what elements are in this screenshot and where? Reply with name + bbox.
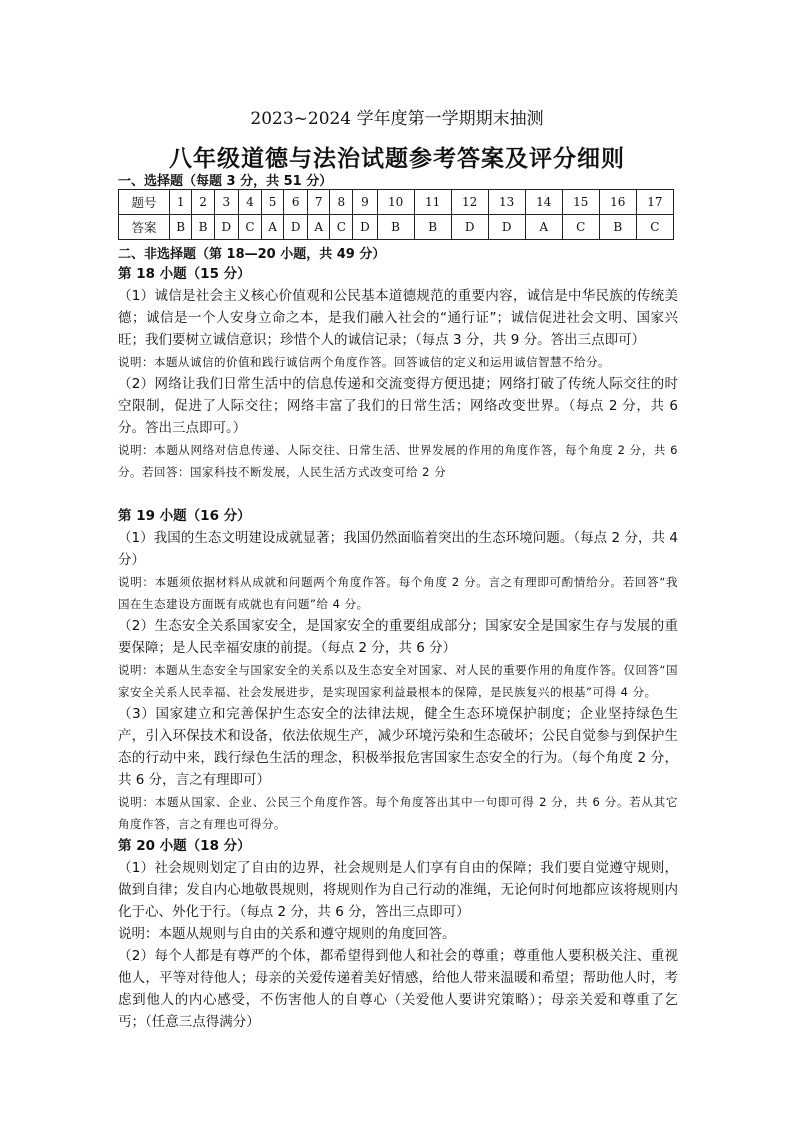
table-cell: 10 — [377, 190, 414, 215]
q19-title: 第 19 小题（16 分） — [118, 508, 251, 524]
row-label-answer: 答案 — [119, 215, 170, 240]
table-cell: B — [170, 215, 192, 240]
q20-answer-1: （1）社会规则划定了自由的边界，社会规则是人们享有自由的保障；我们要自觉遵守规则，做到自律；发自内心地敬畏规则，将规则作为自己行动的准绳，无论何时何地都应该将规则内化于心、外化于行。（每点 2 分，共 6 分，答出三点即可） — [118, 860, 678, 920]
table-cell: 13 — [488, 190, 525, 215]
table-cell: D — [214, 215, 238, 240]
table-cell: D — [488, 215, 525, 240]
q18-note-2: 说明：本题从网络对信息传递、人际交往、日常生活、世界发展的作用的角度作答，每个角度 2 分，共 6 分。若回答：国家科技不断发展，人民生活方式改变可给 2 分 — [118, 443, 678, 479]
answer-row — [119, 215, 674, 240]
q20-answer-2: （2）每个人都是有尊严的个体，都希望得到他人和社会的尊重；尊重他人要积极关注、重视他人，平等对待他人；母亲的关爱传递着美好情感，给他人带来温暖和希望；帮助他人时，考虑到他人的内心感受，不伤害他人的自尊心（关爱他人要讲究策略）；母亲关爱和尊重了乞丐；（任意三点得满分） — [118, 948, 678, 1030]
table-cell: 6 — [284, 190, 308, 215]
row-label-question: 题号 — [119, 190, 170, 215]
section2-heading: 二、非选择题（第 18—20 小题，共 49 分） — [118, 247, 386, 262]
table-cell: B — [599, 215, 636, 240]
q19-answer-3: （3）国家建立和完善保护生态安全的法律法规，健全生态环境保护制度；企业坚持绿色生产，引入环保技术和设备，依法依规生产，减少环境污染和生态破坏；公民自觉参与到保护生态的行动中来，践行绿色生活的理念，积极举报危害国家生态安全的行为。（每个角度 2 分，共 6 分，言之有理即可） — [118, 706, 678, 788]
document-title: 八年级道德与法治试题参考答案及评分细则 — [169, 145, 625, 172]
exam-term-title: 2023~2024 学年度第一学期期末抽测 — [250, 109, 544, 129]
table-cell: 8 — [330, 190, 353, 215]
table-cell: B — [414, 215, 451, 240]
section1-heading: 一、选择题（每题 3 分，共 51 分） — [118, 174, 333, 189]
table-cell: 3 — [214, 190, 238, 215]
q19-note-1: 说明：本题须依据材料从成就和问题两个角度作答。每个角度 2 分。言之有理即可酌情给分。若回答“我国在生态建设方面既有成就也有问题”给 4 分。 — [118, 575, 678, 611]
q19-answer-2: （2）生态安全关系国家安全，是国家安全的重要组成部分；国家安全是国家生存与发展的重要保障；是人民幸福安康的前提。（每点 2 分，共 6 分） — [118, 618, 678, 656]
q18-answer-2: （2）网络让我们日常生活中的信息传递和交流变得方便迅捷；网络打破了传统人际交往的时空限制，促进了人际交往；网络丰富了我们的日常生活；网络改变世界。（每点 2 分，共 6 分。答出三点即可。） — [118, 376, 678, 436]
q19-note-2: 说明：本题从生态安全与国家安全的关系以及生态安全对国家、对人民的重要作用的角度作答。仅回答“国家安全关系人民幸福、社会发展进步，是实现国家利益最根本的保障，是民族复兴的根基”可得 4 分。 — [118, 663, 678, 699]
table-cell: 17 — [636, 190, 673, 215]
table-cell: C — [636, 215, 673, 240]
table-cell: 12 — [451, 190, 488, 215]
q20-note-1: 说明：本题从规则与自由的关系和遵守规则的角度回答。 — [118, 926, 456, 942]
table-cell: 11 — [414, 190, 451, 215]
table-cell: C — [562, 215, 599, 240]
table-cell: 16 — [599, 190, 636, 215]
table-cell: 15 — [562, 190, 599, 215]
spacer — [118, 483, 678, 505]
table-cell: 7 — [308, 190, 330, 215]
table-cell: 2 — [192, 190, 214, 215]
table-cell: D — [451, 215, 488, 240]
q19-answer-1: （1）我国的生态文明建设成就显著；我国仍然面临着突出的生态环境问题。（每点 2 分，共 4 分） — [118, 530, 678, 568]
q18-note-1: 说明：本题从诚信的价值和践行诚信两个角度作答。回答诚信的定义和运用诚信智慧不给分。 — [118, 355, 610, 369]
table-cell: 5 — [262, 190, 284, 215]
table-cell: B — [192, 215, 214, 240]
table-cell: C — [330, 215, 353, 240]
answer-table — [118, 189, 674, 240]
table-cell: 9 — [353, 190, 377, 215]
table-cell: C — [238, 215, 261, 240]
table-cell: 1 — [170, 190, 192, 215]
table-cell: B — [377, 215, 414, 240]
table-cell: A — [525, 215, 562, 240]
table-cell: A — [308, 215, 330, 240]
q20-title: 第 20 小题（18 分） — [118, 838, 251, 854]
table-cell: 4 — [238, 190, 261, 215]
table-cell: D — [353, 215, 377, 240]
q19-note-3: 说明：本题从国家、企业、公民三个角度作答。每个角度答出其中一句即可得 2 分，共 6 分。若从其它角度作答，言之有理也可得分。 — [118, 795, 678, 831]
table-cell: 14 — [525, 190, 562, 215]
section2-body — [118, 263, 678, 1033]
table-cell: D — [284, 215, 308, 240]
table-cell: A — [262, 215, 284, 240]
q18-title: 第 18 小题（15 分） — [118, 266, 251, 282]
question-number-row — [119, 190, 674, 215]
q18-answer-1: （1）诚信是社会主义核心价值观和公民基本道德规范的重要内容，诚信是中华民族的传统美德；诚信是一个人安身立命之本，是我们融入社会的“通行证”；诚信促进社会文明、国家兴旺；我们要树立诚信意识；珍惜个人的诚信记录；（每点 3 分，共 9 分。答出三点即可） — [118, 288, 678, 348]
